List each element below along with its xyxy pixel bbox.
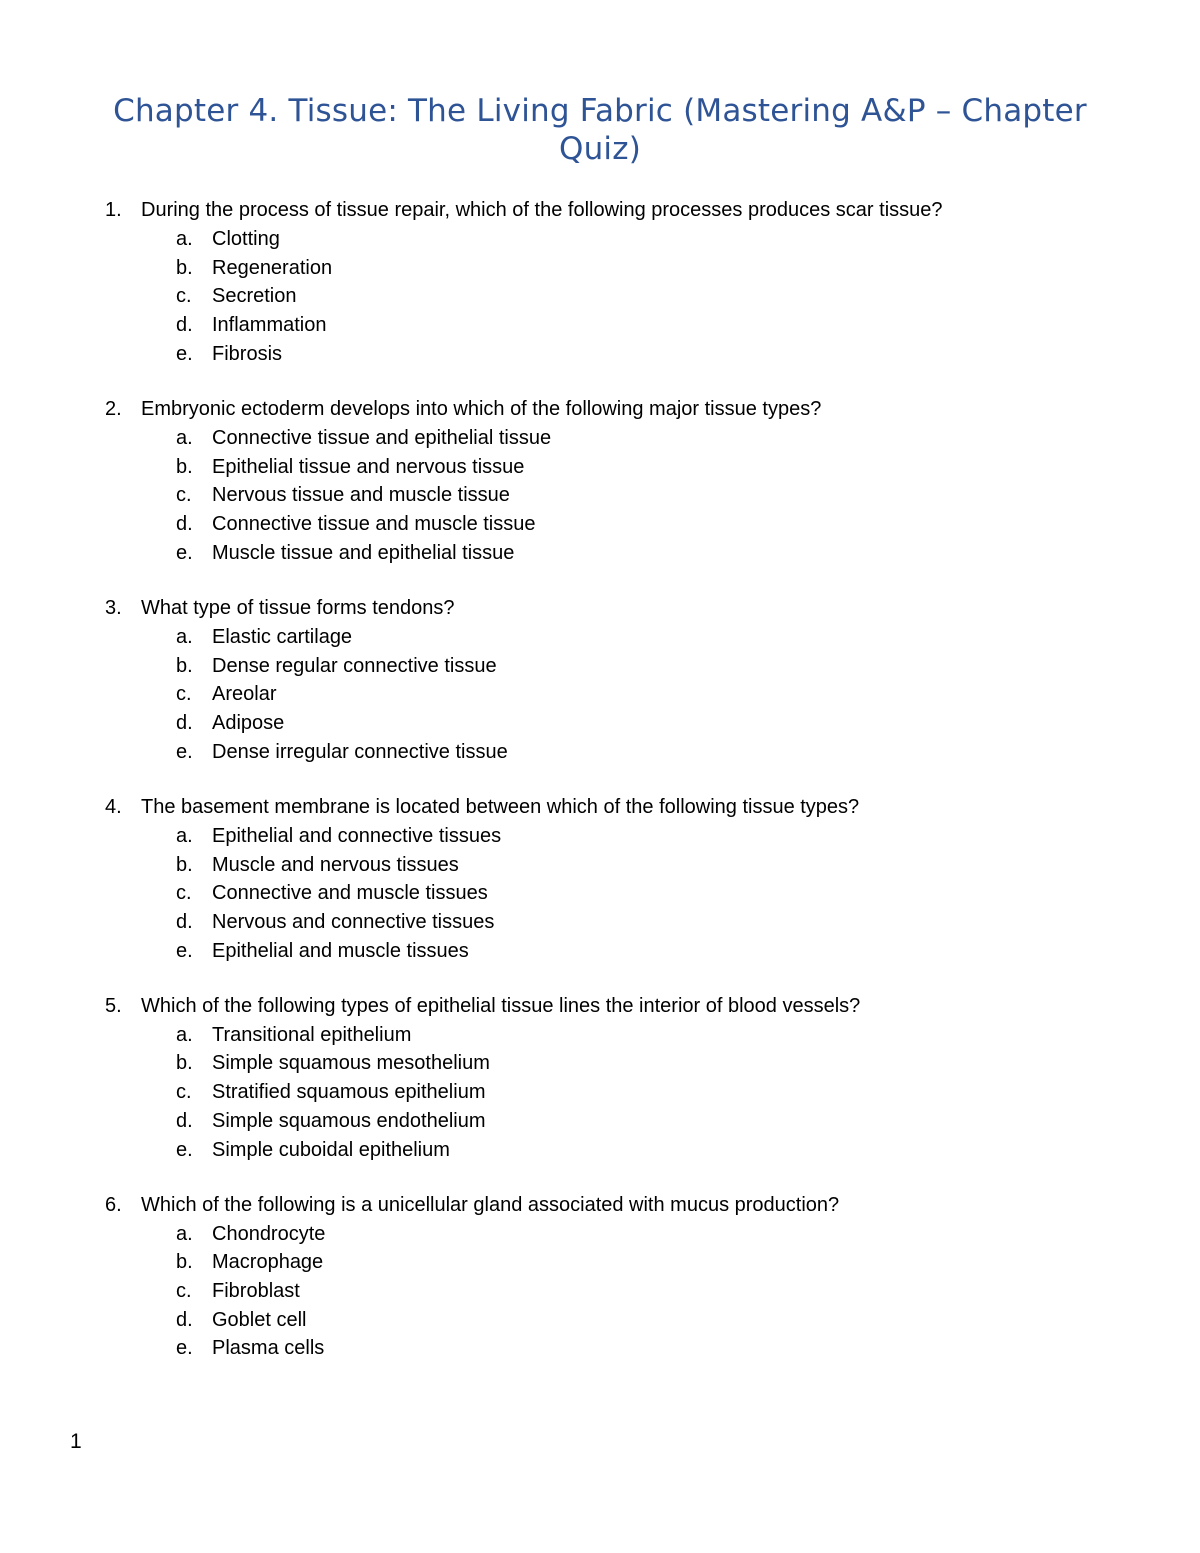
question-text: Which of the following types of epithelial tissue lines the interior of blood vessels?: [141, 994, 861, 1017]
option-text: Muscle and nervous tissues: [212, 853, 459, 876]
answer-option: [0, 510, 1200, 539]
option-letter: a.: [176, 1023, 193, 1046]
option-text: Areolar: [212, 683, 277, 706]
answer-option: [0, 1049, 1200, 1078]
option-letter: d.: [176, 513, 193, 535]
answer-option: [0, 1334, 1200, 1363]
option-letter: e.: [176, 1337, 193, 1360]
answer-option: [0, 340, 1200, 369]
answer-option: [0, 282, 1200, 311]
option-letter: b.: [176, 1052, 193, 1075]
option-text: Inflammation: [212, 314, 327, 337]
answer-option: [0, 937, 1200, 966]
option-letter: e.: [176, 740, 193, 763]
question-stem: [0, 1191, 1200, 1220]
answer-option: [0, 623, 1200, 652]
question-stem: [0, 992, 1200, 1021]
option-letter: e.: [176, 342, 193, 365]
title-line-2: Quiz): [558, 131, 642, 167]
question-number: 2.: [105, 397, 122, 420]
quiz-question: [0, 1191, 1200, 1363]
option-text: Epithelial tissue and nervous tissue: [212, 455, 525, 478]
option-letter: e.: [176, 541, 193, 564]
question-text: What type of tissue forms tendons?: [141, 596, 455, 619]
question-stem: [0, 395, 1200, 424]
question-number: 3.: [105, 596, 122, 619]
answer-option: [0, 453, 1200, 482]
option-text: Connective tissue and muscle tissue: [212, 513, 536, 535]
option-letter: a.: [176, 625, 193, 648]
option-letter: a.: [176, 824, 193, 847]
answer-option: [0, 254, 1200, 283]
question-number: 6.: [105, 1193, 122, 1216]
answer-option: [0, 424, 1200, 453]
option-text: Stratified squamous epithelium: [212, 1081, 486, 1104]
option-text: Dense regular connective tissue: [212, 654, 497, 677]
option-letter: a.: [176, 1222, 193, 1245]
option-text: Epithelial and connective tissues: [212, 824, 502, 847]
answer-option: [0, 1078, 1200, 1107]
question-text: Which of the following is a unicellular gland associated with mucus production?: [141, 1193, 840, 1216]
option-text: Transitional epithelium: [212, 1023, 412, 1046]
answer-option: [0, 738, 1200, 767]
question-text: During the process of tissue repair, which of the following processes produces scar tissue?: [141, 199, 943, 221]
quiz-question: [0, 594, 1200, 766]
option-letter: c.: [176, 484, 192, 507]
question-stem: [0, 594, 1200, 623]
answer-option: [0, 1021, 1200, 1050]
question-stem: [0, 793, 1200, 822]
option-letter: c.: [176, 285, 192, 308]
question-number: 4.: [105, 795, 122, 818]
option-letter: c.: [176, 882, 192, 905]
option-text: Muscle tissue and epithelial tissue: [212, 541, 515, 564]
option-letter: d.: [176, 1109, 193, 1132]
option-letter: d.: [176, 314, 193, 337]
quiz-question-list: [0, 196, 1200, 1390]
answer-option: [0, 709, 1200, 738]
option-text: Adipose: [212, 711, 285, 734]
answer-option: [0, 1220, 1200, 1249]
option-text: Simple cuboidal epithelium: [212, 1138, 450, 1161]
option-text: Fibroblast: [212, 1280, 300, 1303]
option-letter: d.: [176, 910, 193, 933]
option-text: Simple squamous endothelium: [212, 1109, 486, 1132]
option-text: Connective tissue and epithelial tissue: [212, 426, 552, 449]
option-text: Clotting: [212, 228, 280, 250]
option-letter: b.: [176, 256, 193, 279]
option-text: Elastic cartilage: [212, 625, 353, 648]
option-letter: d.: [176, 1308, 193, 1331]
option-text: Regeneration: [212, 256, 333, 279]
option-text: Epithelial and muscle tissues: [212, 939, 469, 962]
option-text: Nervous tissue and muscle tissue: [212, 484, 510, 507]
answer-option: [0, 1107, 1200, 1136]
option-text: Chondrocyte: [212, 1222, 326, 1245]
option-text: Secretion: [212, 285, 297, 308]
option-text: Goblet cell: [212, 1308, 307, 1331]
option-letter: b.: [176, 455, 193, 478]
answer-option: [0, 908, 1200, 937]
option-letter: e.: [176, 1138, 193, 1161]
option-text: Dense irregular connective tissue: [212, 740, 508, 763]
option-text: Simple squamous mesothelium: [212, 1052, 490, 1075]
answer-option: [0, 1306, 1200, 1335]
answer-option: [0, 879, 1200, 908]
option-text: Connective and muscle tissues: [212, 882, 488, 905]
answer-option: [0, 851, 1200, 880]
option-letter: b.: [176, 853, 193, 876]
option-letter: a.: [176, 228, 193, 250]
option-text: Plasma cells: [212, 1337, 325, 1360]
question-text: Embryonic ectoderm develops into which of the following major tissue types?: [141, 397, 822, 420]
answer-option: [0, 1248, 1200, 1277]
question-text: The basement membrane is located between which of the following tissue types?: [141, 795, 860, 818]
option-letter: a.: [176, 426, 193, 449]
answer-option: [0, 1136, 1200, 1165]
option-letter: b.: [176, 1251, 193, 1274]
option-text: Macrophage: [212, 1251, 324, 1274]
answer-option: [0, 652, 1200, 681]
answer-option: [0, 1277, 1200, 1306]
document-title: [90, 92, 1110, 168]
answer-option: [0, 680, 1200, 709]
question-number: 5.: [105, 994, 122, 1017]
option-text: Nervous and connective tissues: [212, 910, 495, 933]
option-letter: c.: [176, 1081, 192, 1104]
quiz-question: [0, 395, 1200, 567]
option-letter: c.: [176, 683, 192, 706]
option-letter: b.: [176, 654, 193, 677]
answer-option: [0, 539, 1200, 568]
option-text: Fibrosis: [212, 342, 283, 365]
title-line-1: Chapter 4. Tissue: The Living Fabric (Mastering A&P – Chapter: [113, 93, 1087, 129]
answer-option: [0, 481, 1200, 510]
question-stem: [0, 196, 1200, 225]
quiz-question: [0, 196, 1200, 368]
quiz-question: [0, 992, 1200, 1164]
option-letter: e.: [176, 939, 193, 962]
option-letter: d.: [176, 711, 193, 734]
question-number: 1.: [105, 199, 122, 221]
page-number: 1: [70, 1430, 82, 1453]
option-letter: c.: [176, 1280, 192, 1303]
quiz-question: [0, 793, 1200, 965]
answer-option: [0, 225, 1200, 254]
answer-option: [0, 822, 1200, 851]
answer-option: [0, 311, 1200, 340]
